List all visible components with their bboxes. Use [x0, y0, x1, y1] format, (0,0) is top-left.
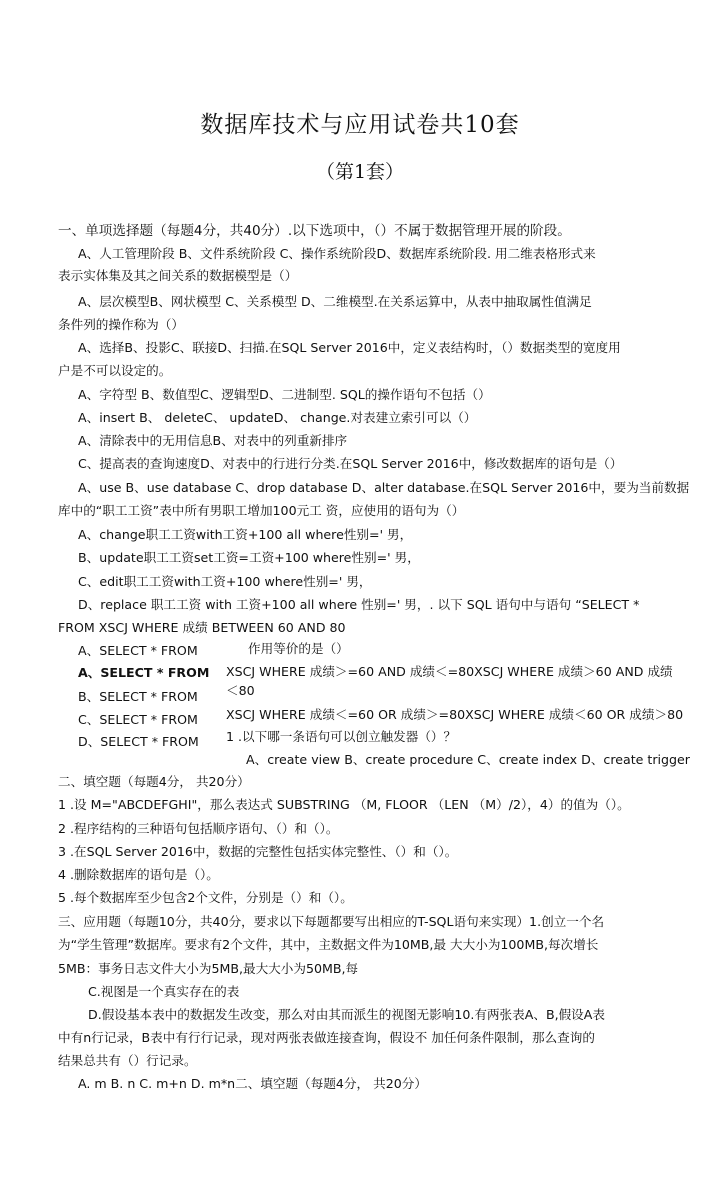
- question-text-line: A、清除表中的无用信息B、对表中的列重新排序: [78, 433, 348, 448]
- question-text-line: C、提高表的查询速度D、对表中的行进行分类.在SQL Server 2016中，修改数据库的语句是（）: [78, 456, 623, 471]
- question-text-line: B、update职工工资set工资=工资+100 where性别=' 男，: [78, 550, 420, 565]
- option-b-line: B、SELECT * FROM: [78, 689, 198, 704]
- question-text-line: 表示实体集及其之间关系的数据模型是（）: [58, 268, 298, 283]
- question-text-line: 5MB：事务日志文件大小为5MB,最大大小为50MB,每: [58, 961, 359, 976]
- question-text-line: A、字符型 B、数值型C、逻辑型D、二进制型. SQL的操作语句不包括（）: [78, 387, 491, 402]
- option-c-line: C、SELECT * FROM: [78, 712, 198, 727]
- question-text-line: D、replace 职工工资 with 工资+100 all where 性别=' 男，. 以下 SQL 语句中与语句 “SELECT *: [78, 597, 640, 612]
- question-text-line: FROM XSCJ WHERE 成绩 BETWEEN 60 AND 80: [58, 620, 346, 635]
- section-2-heading: 二、填空题（每题4分， 共20分）: [58, 774, 250, 789]
- option-a-line: A、SELECT * FROM: [78, 643, 198, 658]
- question-text-line: 为“学生管理”数据库。要求有2个文件，其中，主数据文件为10MB,最 大大小为100MB,每次增长: [58, 937, 599, 952]
- question-text-line: A. m B. n C. m+n D. m*n二、填空题（每题4分， 共20分）: [78, 1076, 427, 1091]
- question-text-line: A、选择B、投影C、联接D、扫描.在SQL Server 2016中，定义表结构时，（）数据类型的宽度用: [78, 340, 621, 355]
- question-text-line: 4 .删除数据库的语句是（）。: [58, 867, 219, 882]
- question-text-line: C.视图是一个真实存在的表: [88, 984, 240, 999]
- question-text-line: 作用等价的是（）: [248, 641, 349, 656]
- question-text-line: A、层次模型B、网状模型 C、关系模型 D、二维模型.在关系运算中，从表中抽取属性值满足: [78, 294, 592, 309]
- option-a-line: A、SELECT * FROM: [78, 665, 210, 680]
- question-text-line: 1 .设 M="ABCDEFGHI"，那么表达式 SUBSTRING （M, FLOOR （LEN （M）/2），4）的值为（）。: [58, 797, 630, 812]
- question-text-line: 库中的“职工工资”表中所有男职工增加100元工 资，应使用的语句为（）: [58, 503, 465, 518]
- question-text-line: A、insert B、 deleteC、 updateD、 change.对表建立索引可以（）: [78, 410, 477, 425]
- option-d-line: D、SELECT * FROM: [78, 734, 199, 749]
- question-text-line: XSCJ WHERE 成绩＞=60 AND 成绩＜=80XSCJ WHERE 成绩＞60 AND 成绩: [226, 664, 673, 679]
- document-subtitle: （第1套）: [315, 161, 405, 183]
- question-text-line: 3 .在SQL Server 2016中，数据的完整性包括实体完整性、（）和（）。: [58, 844, 458, 859]
- section-3-heading: 三、应用题（每题10分，共40分，要求以下每题都要写出相应的T-SQL语句来实现）1.创立一个名: [58, 914, 605, 929]
- question-text-line: A、人工管理阶段 B、文件系统阶段 C、操作系统阶段D、数据库系统阶段. 用二维表格形式来: [78, 246, 596, 261]
- question-text-line: A、change职工工资with工资+100 all where性别=' 男，: [78, 527, 413, 542]
- question-text-line: 条件列的操作称为（）: [58, 317, 184, 332]
- question-text-line: D.假设基本表中的数据发生改变，那么对由其而派生的视图无影响10.有两张表A、B,假设A表: [88, 1007, 605, 1022]
- question-text-line: ＜80: [226, 683, 255, 698]
- document-title: 数据库技术与应用试卷共10套: [200, 112, 520, 138]
- question-text-line: A、use B、use database C、drop database D、alter database.在SQL Server 2016中，要为当前数据: [78, 480, 690, 495]
- question-text-line: 结果总共有（）行记录。: [58, 1053, 197, 1068]
- question-text-line: 5 .每个数据库至少包含2个文件，分别是（）和（）。: [58, 890, 353, 905]
- question-text-line: 中有n行记录，B表中有行行记录，现对两张表做连接查询，假设不 加任何条件限制，那么查询的: [58, 1030, 595, 1045]
- question-text-line: XSCJ WHERE 成绩＜=60 OR 成绩＞=80XSCJ WHERE 成绩＜60 OR 成绩＞80: [226, 707, 684, 722]
- question-text-line: A、create view B、create procedure C、create index D、create trigger: [246, 752, 690, 767]
- question-text-line: 户是不可以设定的。: [58, 363, 172, 378]
- section-1-heading: 一、单项选择题（每题4分，共40分）.以下选项中，（）不属于数据管理开展的阶段。: [58, 223, 571, 239]
- question-text-line: 1 .以下哪一条语句可以创立触发器（）？: [226, 729, 457, 744]
- question-text-line: C、edit职工工资with工资+100 where性别=' 男，: [78, 574, 372, 589]
- question-text-line: 2 .程序结构的三种语句包括顺序语句、（）和（）。: [58, 821, 339, 836]
